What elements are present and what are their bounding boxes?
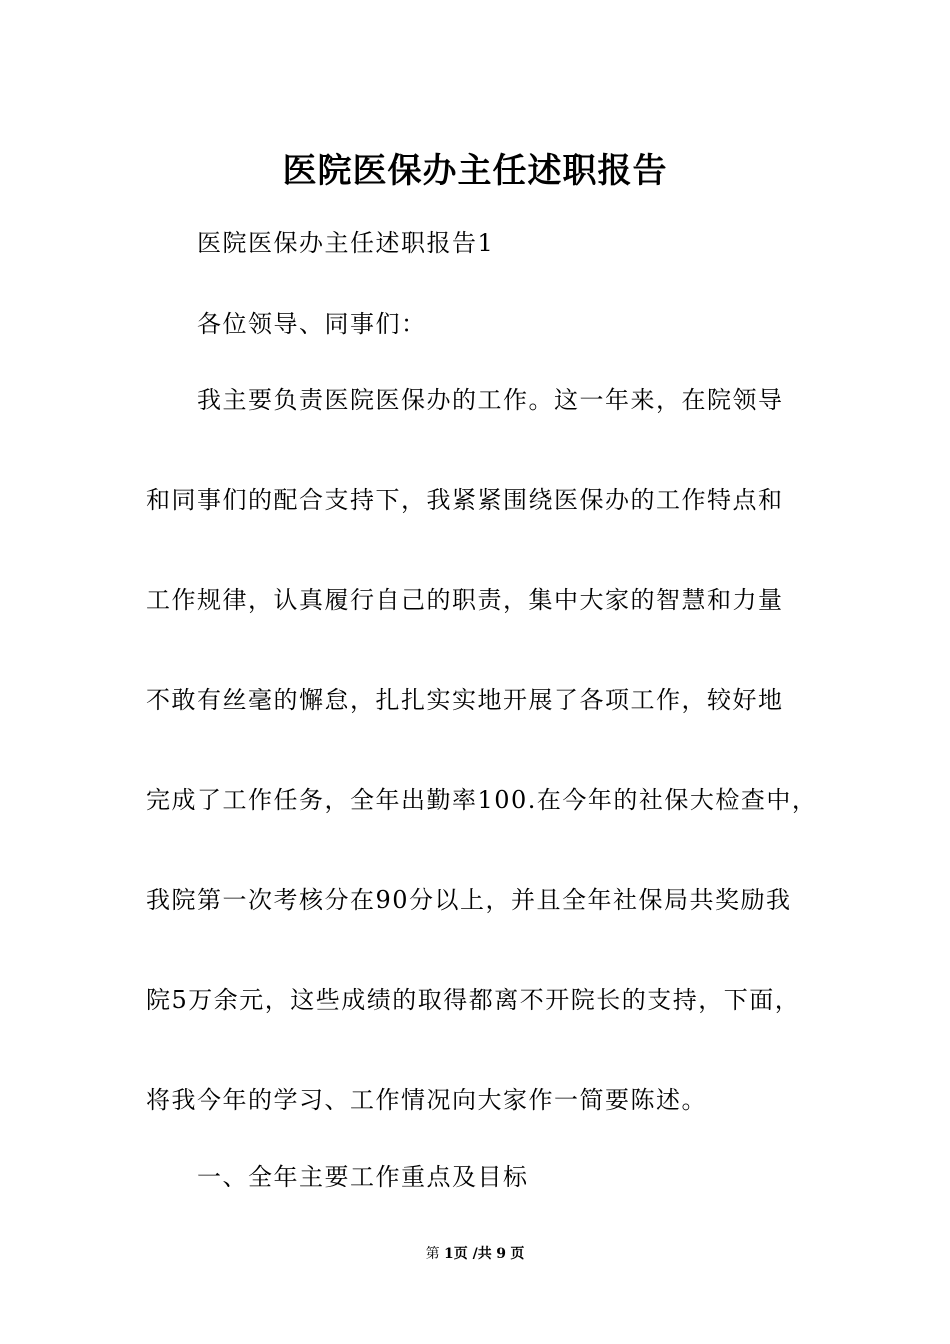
paragraph-line-3: 工作规律，认真履行自己的职责，集中大家的智慧和力量 (146, 586, 784, 614)
paragraph-line-1: 我主要负责医院医保办的工作。这一年来，在院领导 (197, 386, 784, 414)
paragraph-line-5: 完成了工作任务，全年出勤率100.在今年的社保大检查中， (146, 786, 818, 814)
footer-middle: 页 /共 (453, 1246, 492, 1262)
paragraph-line-4: 不敢有丝毫的懈怠，扎扎实实地开展了各项工作，较好地 (146, 686, 784, 714)
page-footer (0, 1244, 950, 1264)
paragraph-line-7: 院5万余元，这些成绩的取得都离不开院长的支持，下面， (146, 986, 801, 1014)
paragraph-line-8: 将我今年的学习、工作情况向大家作一简要陈述。 (146, 1086, 707, 1114)
footer-current-page: 1 (444, 1246, 454, 1262)
paragraph-line-6: 我院第一次考核分在90分以上，并且全年社保局共奖励我 (146, 886, 792, 914)
greeting: 各位领导、同事们： (197, 310, 427, 338)
paragraph-line-2: 和同事们的配合支持下，我紧紧围绕医保办的工作特点和 (146, 486, 784, 514)
footer-prefix: 第 (425, 1246, 440, 1262)
section-heading: 一、全年主要工作重点及目标 (197, 1163, 529, 1191)
footer-suffix: 页 (510, 1246, 525, 1262)
report-subtitle: 医院医保办主任述职报告1 (197, 229, 495, 257)
document-title: 医院医保办主任述职报告 (282, 151, 668, 191)
footer-total-pages: 9 (496, 1246, 506, 1262)
